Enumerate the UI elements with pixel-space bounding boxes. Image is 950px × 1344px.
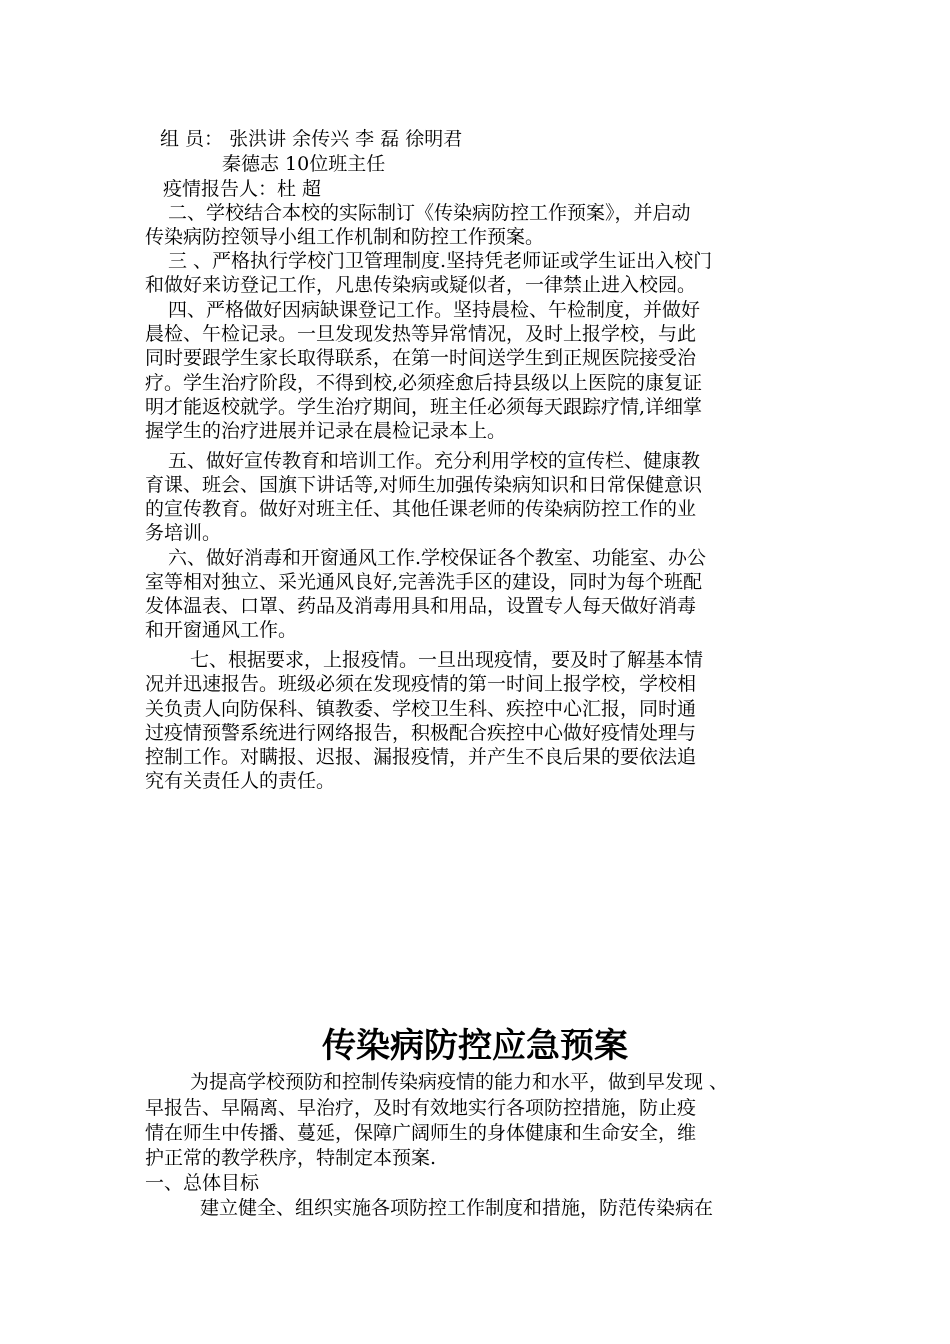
paragraph-7-line: 七、根据要求，上报疫情。一旦出现疫情，要及时了解基本情 [190,649,704,671]
intro-line: 为提高学校预防和控制传染病疫情的能力和水平，做到早发现 、 [190,1071,729,1093]
paragraph-5-line: 育课、班会、国旗下讲话等,对师生加强传染病知识和日常保健意识 [145,474,703,496]
paragraph-2-line: 二、学校结合本校的实际制订《传染病防控工作预案》，并启动 [168,202,691,224]
paragraph-4-line: 疗。学生治疗阶段，不得到校,必须痊愈后持县级以上医院的康复证 [145,372,703,394]
goal-line: 建立健全、组织实施各项防控工作制度和措施，防范传染病在 [200,1197,714,1219]
paragraph-3-line: 三 、严格执行学校门卫管理制度.坚持凭老师证或学生证出入校门 [168,250,713,272]
paragraph-4-line: 四、严格做好因病缺课登记工作。坚持晨检、午检制度，并做好 [168,299,701,321]
paragraph-5-line: 的宣传教育。做好对班主任、其他任课老师的传染病防控工作的业 [145,498,697,520]
paragraph-7-line: 究有关责任人的责任。 [145,770,336,792]
paragraph-4-line: 握学生的治疗进展并记录在晨检记录本上。 [145,420,507,442]
intro-line: 护正常的教学秩序，特制定本预案. [145,1147,437,1169]
paragraph-6-line: 室等相对独立、采光通风良好,完善洗手区的建设，同时为每个班配 [145,571,703,593]
paragraph-4-line: 同时要跟学生家长取得联系，在第一时间送学生到正规医院接受治 [145,347,697,369]
intro-line: 早报告、早隔离、早治疗，及时有效地实行各项防控措施，防止疫 [145,1097,697,1119]
paragraph-6-line: 和开窗通风工作。 [145,619,298,641]
reporter-line: 疫情报告人：杜 超 [163,178,322,200]
members-line-2: 秦德志 10位班主任 [222,153,386,175]
intro-line: 情在师生中传播、蔓延，保障广阔师生的身体健康和生命安全，维 [145,1122,697,1144]
paragraph-3-line: 和做好来访登记工作，凡患传染病或疑似者，一律禁止进入校园。 [145,274,697,296]
paragraph-2-line: 传染病防控领导小组工作机制和防控工作预案。 [145,226,545,248]
paragraph-6-line: 六、做好消毒和开窗通风工作.学校保证各个教室、功能室、办公 [168,547,707,569]
section-heading: 一、总体目标 [145,1172,260,1194]
paragraph-7-line: 况并迅速报告。班级必须在发现疫情的第一时间上报学校，学校相 [145,673,697,695]
paragraph-5-line: 五、做好宣传教育和培训工作。充分利用学校的宣传栏、健康教 [168,450,701,472]
members-line: 组 员： 张洪讲 余传兴 李 磊 徐明君 [160,128,463,150]
paragraph-7-line: 关负责人向防保科、镇教委、学校卫生科、疾控中心汇报，同时通 [145,698,697,720]
paragraph-4-line: 晨检、午检记录。一旦发现发热等异常情况，及时上报学校，与此 [145,323,697,345]
paragraph-7-line: 过疫情预警系统进行网络报告，积极配合疾控中心做好疫情处理与 [145,722,697,744]
paragraph-7-line: 控制工作。对瞒报、迟报、漏报疫情，并产生不良后果的要依法追 [145,746,697,768]
page-title: 传染病防控应急预案 [322,1026,628,1066]
paragraph-5-line: 务培训。 [145,522,222,544]
paragraph-6-line: 发体温表、口罩、药品及消毒用具和用品，设置专人每天做好消毒 [145,595,697,617]
paragraph-4-line: 明才能返校就学。学生治疗期间，班主任必须每天跟踪疗情,详细掌 [145,396,703,418]
